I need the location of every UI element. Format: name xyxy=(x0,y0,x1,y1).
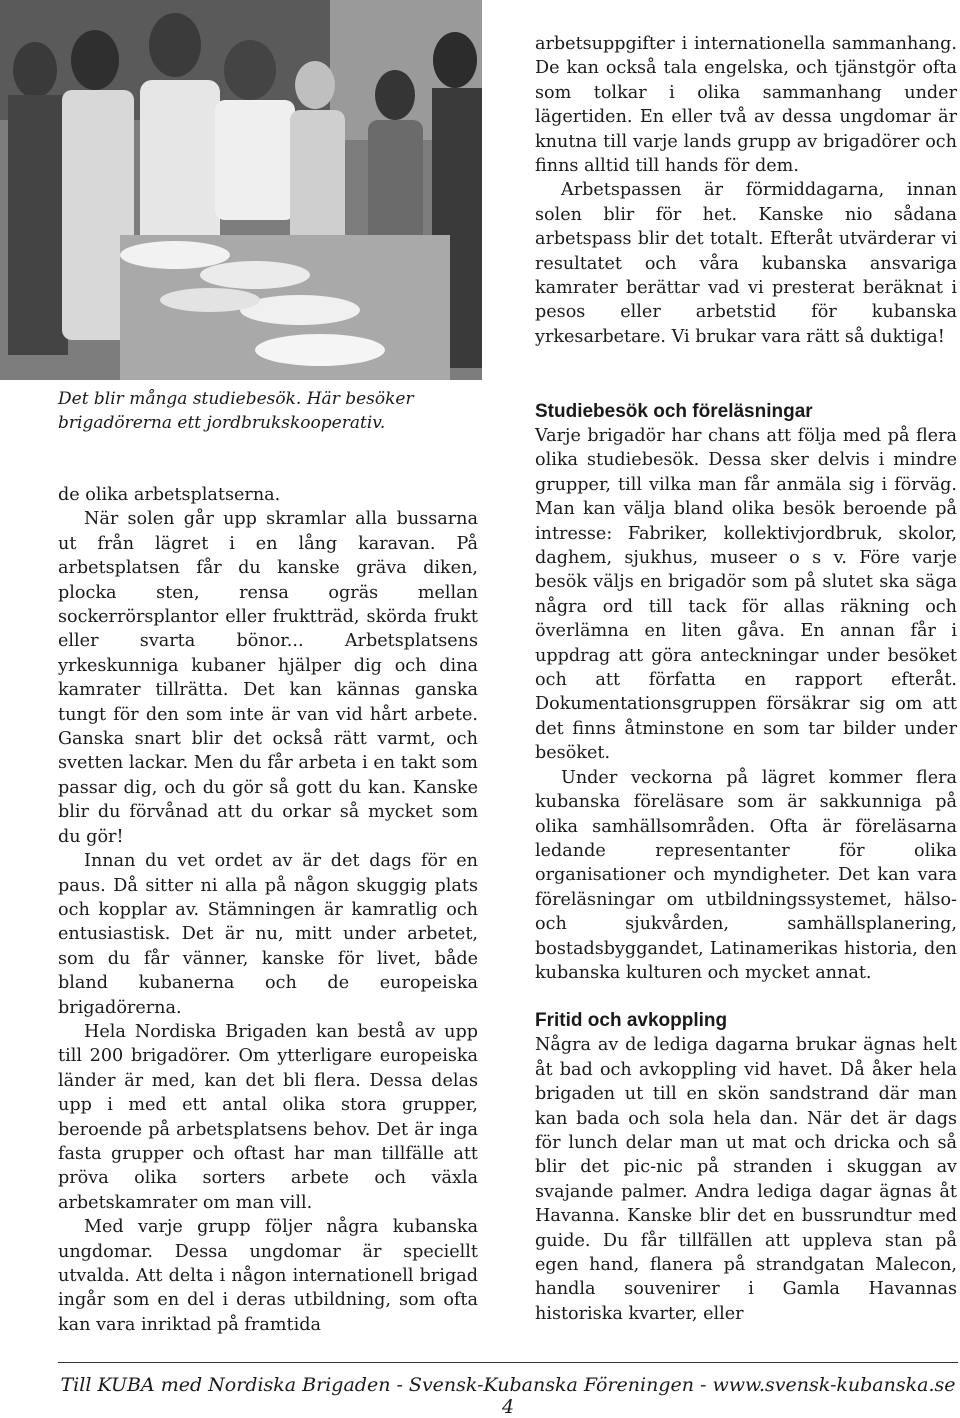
page-number: 4 xyxy=(501,1396,515,1418)
right-top-column xyxy=(535,32,957,349)
footer-divider xyxy=(58,1362,958,1363)
paragraph: När solen går upp skramlar alla bussarna ut från lägret i en lång karavan. På arbetsplatsen får du kanske gräva diken, plocka sten, rensa ogräs mellan sockerrörsplantor eller fruktträd, skörda frukt eller svarta bönor... Arbetsplatsens yrkeskunniga kubaner hjälper dig och dina kamrater tillrätta. Det kan kännas ganska tungt för den som inte är van vid hårt arbete. Ganska snart blir det också rätt varmt, och svetten lackar. Men du får arbeta i en takt som passar dig, och du gör så gott du kan. Kanske blir du förvånad att du orkar så mycket som du gör! xyxy=(58,509,478,847)
section-heading-fritid: Fritid och avkoppling xyxy=(535,1010,728,1032)
paragraph: Hela Nordiska Brigaden kan bestå av upp till 200 brigadörer. Om ytterligare europeiska länder är med, kan det bli flera. Dessa delas upp i med ett antal olika stora grupper, beroende på arbetsplatsens behov. Det är inga fasta grupper och oftast har man tillfälle att pröva olika sorters arbete och växla arbetskamrater om man vill. xyxy=(58,1021,478,1213)
group-photo xyxy=(0,0,482,380)
paragraph: Varje brigadör har chans att följa med på flera olika studiebesök. Dessa sker delvis i mindre grupper, till vilka man får anmäla sig i förväg. Man kan välja bland olika besök beroende på intresse: Fabriker, kollektivjordbruk, skolor, daghem, sjukhus, museer o s v. Före varje besök väljs en brigadör som på slutet ska säga några ord till tack för allas räkning och överlämna en liten gåva. En annan får i uppdrag att göra anteckningar under besöket och att författa en rapport efteråt. Dokumentationsgruppen försäkrar sig om att det finns åtminstone en som tar bilder under besöket. xyxy=(535,426,957,764)
paragraph: de olika arbetsplatserna. xyxy=(58,485,281,505)
paragraph: Under veckorna på lägret kommer flera kubanska föreläsare som är sakkunniga på olika samhällsområden. Ofta är föreläsarna ledande representanter för olika organisationer och myndigheter. Det kan vara föreläsningar om utbildningssystemet, hälso- och sjukvården, samhällsplanering, bostadsbyggandet, Latinamerikas historia, den kubanska kulturen och mycket annat. xyxy=(535,767,957,983)
paragraph: Arbetspassen är förmiddagarna, innan solen blir för het. Kanske nio sådana arbetspass blir det totalt. Efteråt utvärderar vi resultatet och våra kubanska ansvariga kamrater berättar vad vi presterat beräknat i pesos eller arbetstid för kubanska yrkesarbetare. Vi brukar vara rätt så duktiga! xyxy=(535,180,957,347)
page-footer: Till KUBA med Nordiska Brigaden - Svensk-Kubanska Föreningen - www.svensk-kubanska.se xyxy=(60,1374,956,1396)
paragraph: arbetsuppgifter i internationella sammanhang. De kan också tala engelska, och tjänstgör ofta som tolkar i olika sammanhang under lägertiden. En eller två av dessa ungdomar är knutna till varje lands grupp av brigadörer och finns alltid till hands för dem. xyxy=(535,34,957,177)
photo-illustration xyxy=(0,0,482,380)
paragraph: Med varje grupp följer några kubanska ungdomar. Dessa ungdomar är speciellt utvalda. Att delta i någon internationell brigad ingår som en del i deras utbildning, som ofta kan vara inriktad på framtida xyxy=(58,1217,478,1335)
left-column xyxy=(58,483,478,1337)
right-column xyxy=(535,400,957,1326)
paragraph: Innan du vet ordet av är det dags för en paus. Då sitter ni alla på någon skuggig plats och kopplar av. Stämningen är kamratlig och entusiastisk. Det är nu, mitt under arbetet, som du får vänner, kanske för livet, både bland kubanerna och de europeiska brigadörerna. xyxy=(58,851,478,1018)
section-heading-studiebesok: Studiebesök och föreläsningar xyxy=(535,401,813,422)
paragraph: Några av de lediga dagarna brukar ägnas helt åt bad och avkoppling vid havet. Då åker hela brigaden ut till en skön sandstrand där man kan bada och sola hela dan. När det är dags för lunch delar man ut mat och dricka och så blir det pic-nic på stranden i skuggan av svajande palmer. Andra lediga dagar ägnas åt Havanna. Kanske blir det en bussrundtur med guide. Du får tillfällen att uppleva stan på egen hand, flanera på strandgatan Malecon, handla souvenirer i Gamla Havannas historiska kvarter, eller xyxy=(535,1035,957,1324)
photo-caption: Det blir många studiebesök. Här besöker brigadörerna ett jordbrukskooperativ. xyxy=(58,389,414,433)
